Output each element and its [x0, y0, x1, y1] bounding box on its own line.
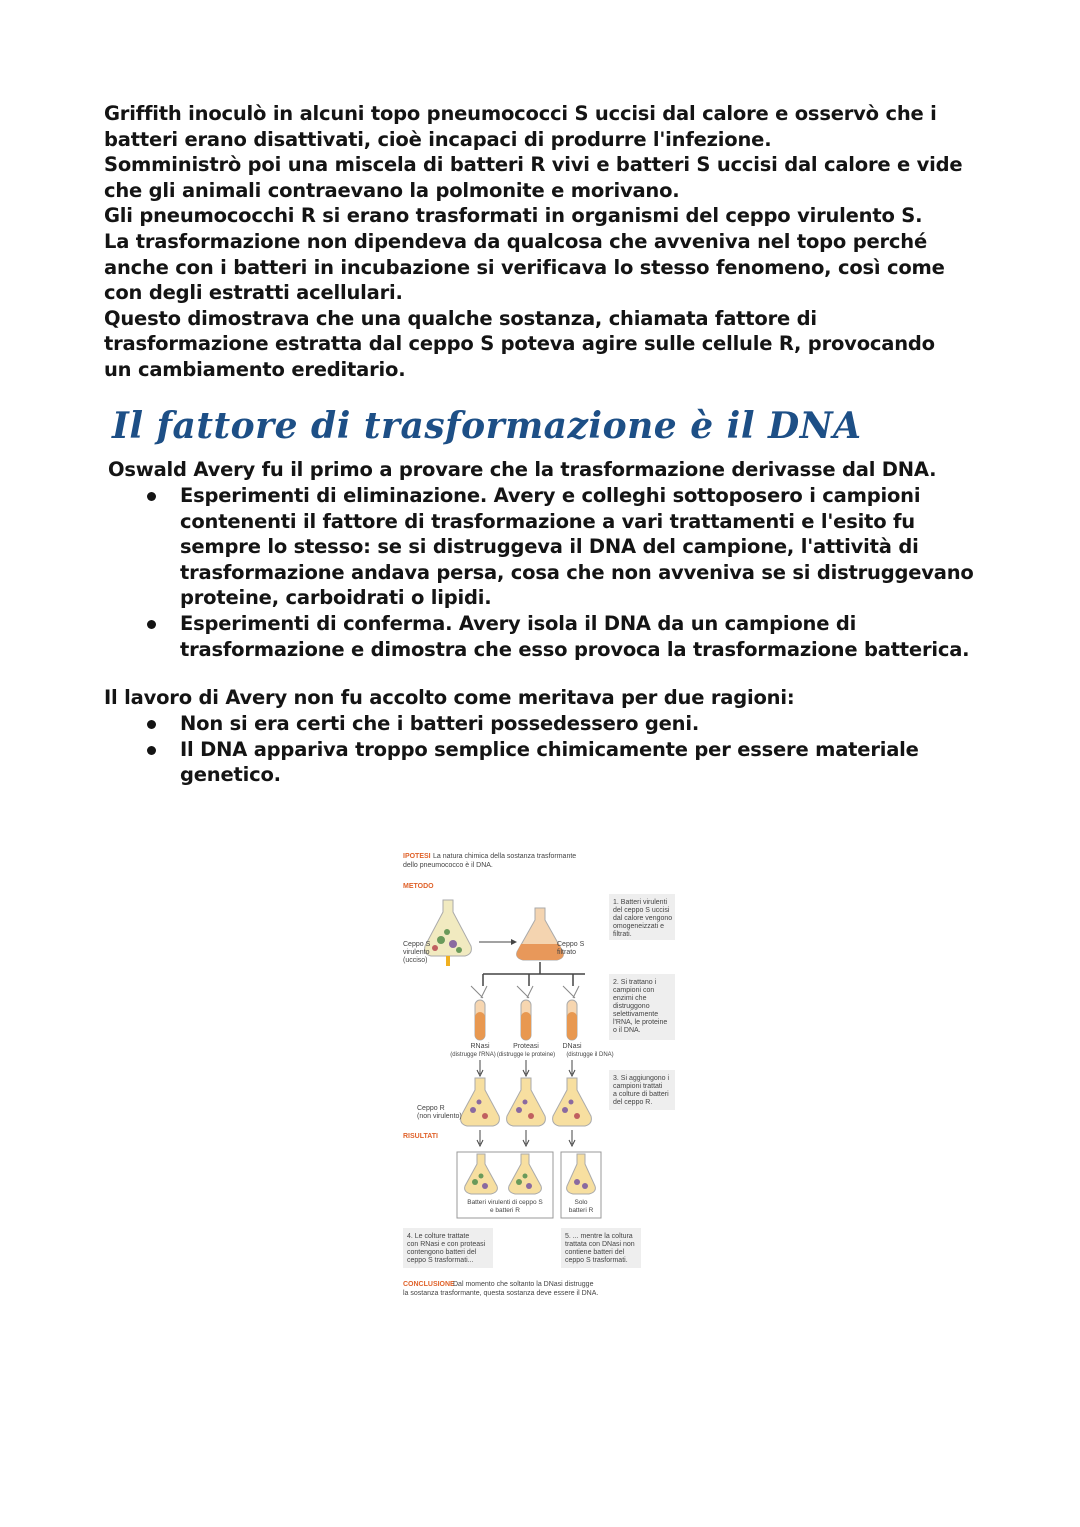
filtered-label: Ceppo S — [557, 941, 585, 948]
arrow-icon — [477, 1060, 483, 1076]
hypothesis-text: dello pneumococco è il DNA. — [403, 862, 493, 869]
bullet-icon — [147, 620, 156, 629]
step-text: 2. Si trattano i — [613, 979, 657, 986]
list-item: Esperimenti di eliminazione. Avery e colleghi sottoposero i campioni contenenti il fattore di trasformazione a vari trattamenti e l'esito fu sempre lo stesso: se si distruggeva il DNA del campione, l'attività di trasformazione andava persa, cosa che non avveniva se si distruggevano proteine, carboidrati o lipidi. — [180, 483, 980, 611]
hypothesis-text: La natura chimica della sostanza trasformante — [433, 853, 577, 860]
arrow-icon — [511, 939, 517, 945]
step-text: contengono batteri del — [407, 1249, 477, 1256]
step-text: dal calore vengono — [613, 915, 673, 922]
step-text: con RNasi e con proteasi — [407, 1241, 486, 1248]
step-text: del ceppo S uccisi — [613, 907, 670, 914]
text-line: con degli estratti acellulari. — [104, 281, 403, 305]
step-text: ceppo S trasformati. — [565, 1257, 628, 1264]
step-text: distruggono — [613, 1003, 650, 1010]
text-line: un cambiamento ereditario. — [104, 357, 406, 381]
strain-r-label: (non virulento) — [417, 1113, 462, 1120]
flask-icon — [507, 1078, 546, 1126]
tube-sublabel: (distrugge le proteine) — [496, 1052, 556, 1058]
arrow-icon — [569, 1130, 575, 1146]
step-text: 3. Si aggiungono i — [613, 1075, 670, 1082]
step-text: trattata con DNasi non — [565, 1241, 635, 1248]
reasons-list — [180, 711, 980, 788]
text-line: Griffith inoculò in alcuni topo pneumococci S uccisi dal calore e osservò che i — [104, 102, 937, 125]
arrow-icon — [569, 1060, 575, 1076]
test-tube-icon — [521, 1000, 531, 1040]
text-line: batteri erano disattivati, cioè incapaci di produrre l'infezione. — [104, 127, 772, 151]
arrow-icon — [477, 1130, 483, 1146]
tube-label: Proteasi — [513, 1043, 539, 1050]
hypothesis-label: IPOTESI — [403, 853, 431, 860]
step-text: selettivamente — [613, 1011, 659, 1018]
flask-icon — [461, 1078, 500, 1126]
step-text: 4. Le colture trattate — [407, 1233, 470, 1240]
step-text: enzimi che — [613, 995, 647, 1002]
strain-s-label: Ceppo S — [403, 941, 431, 948]
step-text: a colture di batteri — [613, 1091, 669, 1098]
step-text: ceppo S trasformati... — [407, 1257, 474, 1264]
step-text: del ceppo R. — [613, 1099, 653, 1106]
step-text: o il DNA. — [613, 1027, 641, 1034]
text-line: Gli pneumococchi R si erano trasformati in organismi del ceppo virulento S. — [104, 204, 923, 228]
strain-s-label: virulento — [403, 949, 430, 956]
result-label: e batteri R — [490, 1207, 520, 1214]
griffith-paragraph — [104, 101, 984, 383]
result-label: batteri R — [568, 1207, 594, 1214]
step-text: 5. ... mentre la coltura — [565, 1233, 633, 1240]
tube-sublabel: (distrugge l'RNA) — [450, 1052, 496, 1058]
avery-experiments-list — [180, 483, 980, 662]
step-text: 1. Batteri virulenti — [613, 899, 668, 906]
step-text: campioni con — [613, 987, 655, 994]
list-item: Il DNA appariva troppo semplice chimicamente per essere materiale genetico. — [180, 737, 980, 788]
text-line: trasformazione estratta dal ceppo S poteva agire sulle cellule R, provocando — [104, 332, 935, 356]
flask-icon — [425, 900, 472, 966]
tube-label: DNasi — [562, 1043, 582, 1050]
section-heading: Il fattore di trasformazione è il DNA — [112, 405, 862, 447]
avery-intro: Oswald Avery fu il primo a provare che la trasformazione derivasse dal DNA. — [108, 458, 937, 481]
tube-sublabel: (distrugge il DNA) — [566, 1052, 614, 1058]
list-item: Non si era certi che i batteri possedessero geni. — [180, 711, 980, 737]
avery-experiment-figure — [395, 848, 695, 1308]
filtered-label: filtrato — [557, 949, 577, 956]
strain-r-label: Ceppo R — [417, 1105, 445, 1112]
strain-s-label: (ucciso) — [403, 957, 428, 964]
conclusion-text: la sostanza trasformante, questa sostanza deve essere il DNA. — [403, 1290, 599, 1297]
step-text: contiene batteri del — [565, 1249, 625, 1256]
test-tube-icon — [567, 1000, 577, 1040]
conclusion-text: Dal momento che soltanto la DNasi distrugge — [453, 1281, 594, 1288]
text-line: Questo dimostrava che una qualche sostanza, chiamata fattore di — [104, 306, 817, 330]
arrow-icon — [523, 1060, 529, 1076]
text-line: La trasformazione non dipendeva da qualcosa che avveniva nel topo perché — [104, 229, 927, 253]
step-text: filtrati. — [613, 931, 632, 938]
text-line: che gli animali contraevano la polmonite e morivano. — [104, 178, 680, 202]
test-tube-icon — [475, 1000, 485, 1040]
step-text: omogeneizzati e — [613, 923, 664, 930]
bullet-icon — [147, 492, 156, 501]
arrow-icon — [523, 1130, 529, 1146]
reasons-intro: Il lavoro di Avery non fu accolto come meritava per due ragioni: — [104, 686, 795, 709]
text-line: Somministrò poi una miscela di batteri R vivi e batteri S uccisi dal calore e vide — [104, 153, 963, 177]
results-label: RISULTATI — [403, 1133, 438, 1140]
flask-icon — [553, 1078, 592, 1126]
tube-label: RNasi — [470, 1043, 490, 1050]
method-label: METODO — [403, 883, 434, 890]
conclusion-label: CONCLUSIONE — [403, 1281, 455, 1288]
step-text: campioni trattati — [613, 1083, 663, 1090]
list-item: Esperimenti di conferma. Avery isola il DNA da un campione di trasformazione e dimostra che esso provoca la trasformazione batterica. — [180, 611, 980, 662]
step-text: l'RNA, le proteine — [613, 1019, 668, 1026]
bullet-icon — [147, 746, 156, 755]
text-line: anche con i batteri in incubazione si verificava lo stesso fenomeno, così come — [104, 255, 945, 279]
bullet-icon — [147, 720, 156, 729]
result-label: Solo — [574, 1199, 588, 1206]
result-label: Batteri virulenti di ceppo S — [467, 1199, 543, 1206]
